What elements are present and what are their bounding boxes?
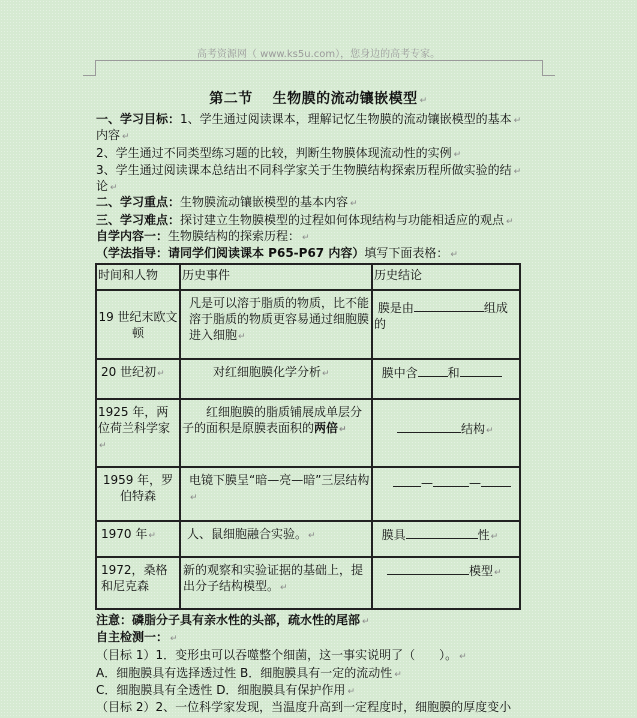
key-point-text: 生物膜流动镶嵌模型的基本内容 xyxy=(180,195,349,209)
event-cell xyxy=(180,521,372,557)
test-label: 自主检测一： ↵ xyxy=(96,629,178,647)
goals-line-1 xyxy=(96,111,521,129)
conclusion-cell xyxy=(372,399,520,467)
event-text: 凡是可以溶于脂质的物质，比不能溶于脂质的物质更容易通过细胞膜进入细胞 ↵ xyxy=(189,296,369,342)
header-rule xyxy=(95,60,543,75)
event-text: 新的观察和实验证据的基础上，提出分子结构模型。 ↵ xyxy=(183,563,363,593)
note-line: 注意：磷脂分子具有亲水性的头部，疏水性的尾部 ↵ xyxy=(96,612,370,630)
conclusion-prefix: 膜中含 xyxy=(381,366,418,380)
history-table xyxy=(95,263,521,610)
table-row xyxy=(96,467,520,521)
conclusion-suffix: 性 ↵ xyxy=(478,528,499,542)
guide-label: （学法指导：请同学们阅读课本 P65-P67 内容） xyxy=(96,246,365,260)
answer-blank[interactable] xyxy=(481,474,511,487)
answer-blank[interactable] xyxy=(406,526,478,539)
event-cell xyxy=(180,557,372,609)
difficulty-text: 探讨建立生物膜模型的过程如何体现结构与功能相适应的观点 xyxy=(180,213,505,227)
table-row xyxy=(96,359,520,399)
answer-blank[interactable] xyxy=(387,562,469,575)
time-cell: 19 世纪末欧文顿 xyxy=(96,290,180,359)
goals-label: 一、学习目标： xyxy=(96,112,181,126)
conclusion-cell xyxy=(372,290,520,359)
event-cell xyxy=(180,290,372,359)
content1-label: 自学内容一： xyxy=(96,229,169,243)
guide-text: 填写下面表格： xyxy=(364,246,449,260)
guide-line xyxy=(96,245,458,263)
conclusion-cell xyxy=(372,521,520,557)
answer-blank[interactable] xyxy=(393,474,421,487)
conclusion-cell xyxy=(372,467,520,521)
answer-blank[interactable] xyxy=(397,420,461,433)
document-title: 第二节 生物膜的流动镶嵌模型 ↵ xyxy=(0,88,637,108)
header-cell: 历史结论 xyxy=(372,264,520,290)
conclusion-mid: 和 xyxy=(447,366,460,380)
key-point-line xyxy=(96,194,358,212)
question-2: （目标 2）2、一位科学家发现，当温度升高到一定程度时，细胞膜的厚度变小 xyxy=(96,700,512,714)
conclusion-cell xyxy=(372,557,520,609)
table-row xyxy=(96,557,520,609)
event-bold: 两倍 ↵ xyxy=(314,421,347,435)
time-cell xyxy=(96,521,180,557)
header-cell: 时间和人物 xyxy=(96,264,180,290)
page-header-text: 高考资源网（ www.ks5u.com），您身边的高考专家。 xyxy=(196,49,441,60)
event-text: 红细胞膜的脂质铺展成单层分子的面积是原膜表面积的 xyxy=(182,405,363,435)
conclusion-suffix: 结构 ↵ xyxy=(461,422,494,436)
time-text: 1970 年 ↵ xyxy=(101,527,156,541)
conclusion-dash: — xyxy=(421,476,433,490)
content1-text: 生物膜结构的探索历程： xyxy=(168,229,301,243)
question-1: （目标 1）1．变形虫可以吞噬整个细菌，这一事实说明了（ ）。 ↵ xyxy=(96,647,467,665)
time-cell: 1972，桑格和尼克森 xyxy=(96,557,180,609)
time-text: 1925 年，两位荷兰科学家 ↵ xyxy=(98,405,170,451)
question-1-options-ab: A．细胞膜具有选择透过性 B．细胞膜具有一定的流动性 ↵ xyxy=(96,665,402,683)
goal-1a: 1、学生通过阅读课本，理解记忆生物膜的流动镶嵌模型的基本 xyxy=(180,112,512,126)
table-row xyxy=(96,290,520,359)
difficulty-label: 三、学习难点： xyxy=(96,213,181,227)
header-cell: 历史事件 xyxy=(180,264,372,290)
answer-blank[interactable] xyxy=(433,474,469,487)
goal-3a: 3、学生通过阅读课本总结出不同科学家关于生物膜结构探索历程所做实验的结 ↵ xyxy=(96,162,521,180)
table-row xyxy=(96,521,520,557)
event-text: 对红细胞膜化学分析 ↵ xyxy=(213,365,330,379)
event-text: 人、鼠细胞融合实验。 ↵ xyxy=(187,527,316,541)
goal-3b: 论 ↵ xyxy=(96,178,118,196)
event-cell xyxy=(180,399,372,467)
key-point-label: 二、学习重点： xyxy=(96,195,181,209)
conclusion-cell xyxy=(372,359,520,399)
goal-1b: 内容 ↵ xyxy=(96,127,130,145)
conclusion-prefix: 膜具 xyxy=(381,528,406,542)
conclusion-dash: — xyxy=(469,476,481,490)
conclusion-suffix: 组成的 xyxy=(374,301,508,331)
answer-blank[interactable] xyxy=(460,364,502,377)
time-cell xyxy=(96,359,180,399)
time-cell xyxy=(96,399,180,467)
event-cell xyxy=(180,467,372,521)
event-text: 电镜下膜呈“暗—亮—暗”三层结构 ↵ xyxy=(189,473,369,503)
table-header-row xyxy=(96,264,520,290)
event-cell xyxy=(180,359,372,399)
content1-line xyxy=(96,228,310,246)
conclusion-prefix: 膜是由 xyxy=(377,301,414,315)
question-1-options-cd: C．细胞膜具有全透性 D．细胞膜具有保护作用 ↵ xyxy=(96,682,355,700)
answer-blank[interactable] xyxy=(414,299,484,312)
goal-2: 2、学生通过不同类型练习题的比较，判断生物膜体现流动性的实例 ↵ xyxy=(96,145,461,163)
conclusion-suffix: 模型 ↵ xyxy=(469,564,502,578)
answer-blank[interactable] xyxy=(418,364,448,377)
time-cell: 1959 年，罗伯特森 xyxy=(96,467,180,521)
time-text: 20 世纪初 ↵ xyxy=(101,365,165,379)
table-row xyxy=(96,399,520,467)
